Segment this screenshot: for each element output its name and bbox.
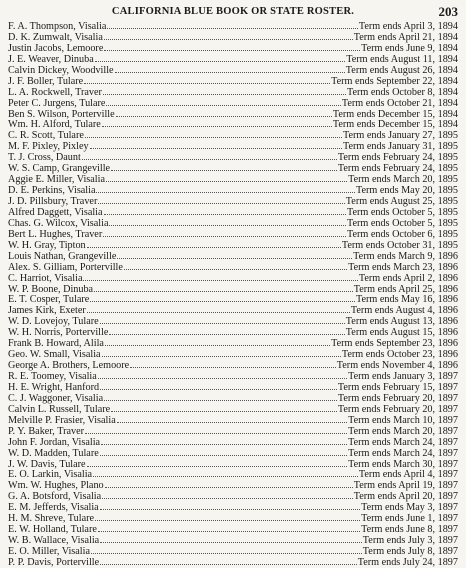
entry-name: J. E. Weaver, Dinuba — [8, 53, 94, 65]
entry-name: W. S. Camp, Grangeville — [8, 163, 111, 175]
dot-leader — [130, 360, 336, 368]
dot-leader — [105, 480, 353, 488]
dot-leader — [85, 130, 342, 138]
entry-term: Term ends April 25, 1896 — [353, 283, 458, 295]
entry-name: H. E. Wright, Hanford — [8, 381, 100, 393]
roster-entry — [8, 327, 458, 338]
roster-entry — [8, 360, 458, 371]
roster-entry — [8, 338, 458, 349]
roster-entry — [8, 229, 458, 240]
entry-name: W. D. Lovejoy, Tulare — [8, 316, 99, 328]
roster-entry — [8, 130, 458, 141]
entry-term: Term ends March 10, 1897 — [348, 414, 458, 426]
entry-name: J. W. Davis, Tulare — [8, 458, 86, 470]
entry-term: Term ends May 16, 1896 — [356, 294, 458, 306]
entry-term: Term ends March 9, 1896 — [353, 250, 458, 262]
dot-leader — [105, 338, 330, 346]
entry-name: Justin Jacobs, Lemoore — [8, 42, 104, 54]
dot-leader — [87, 240, 341, 248]
entry-name: H. M. Shreve, Tulare — [8, 513, 95, 525]
entry-name: Wm. W. Hughes, Plano — [8, 480, 104, 492]
entry-term: Term ends October 5, 1895 — [346, 206, 458, 218]
entry-name: Louis Nathan, Grangeville — [8, 250, 117, 262]
running-title: CALIFORNIA BLUE BOOK OR STATE ROSTER. — [111, 6, 355, 17]
dot-leader — [83, 273, 357, 281]
roster-entry — [8, 43, 458, 54]
entry-name: W. P. Boone, Dinuba — [8, 283, 94, 295]
dot-leader — [106, 174, 347, 182]
entry-name: E. O. Larkin, Visalia — [8, 469, 93, 481]
roster-entry — [8, 98, 458, 109]
dot-leader — [117, 415, 347, 423]
dot-leader — [100, 557, 357, 565]
roster-entry — [8, 87, 458, 98]
entry-name: D. K. Zumwalt, Visalia — [8, 31, 103, 43]
roster-entry — [8, 349, 458, 360]
dot-leader — [87, 305, 350, 313]
entry-term: Term ends August 25, 1895 — [345, 196, 458, 207]
dot-leader — [102, 349, 341, 357]
entry-term: Term ends October 31, 1895 — [341, 239, 458, 251]
dot-leader — [104, 393, 337, 401]
roster-entry — [8, 557, 458, 568]
entry-name: J. F. Boller, Tulare — [8, 75, 84, 87]
entry-term: Term ends April 4, 1897 — [358, 469, 458, 481]
roster-entry — [8, 382, 458, 393]
dot-leader — [115, 65, 345, 73]
entry-term: Term ends December 15, 1894 — [332, 108, 458, 120]
entry-name: C. J. Waggoner, Visalia — [8, 392, 104, 404]
roster-entry — [8, 371, 458, 382]
entry-name: E. T. Cosper, Tulare — [8, 294, 90, 306]
entry-name: C. R. Scott, Tulare — [8, 130, 84, 142]
entry-name: E. O. Miller, Visalia — [8, 546, 90, 557]
dot-leader — [94, 284, 353, 292]
entry-name: W. H. Norris, Porterville — [8, 327, 109, 339]
dot-leader — [98, 371, 347, 379]
entry-term: Term ends June 9, 1894 — [361, 42, 458, 54]
entry-term: Term ends September 22, 1894 — [331, 75, 458, 87]
dot-leader — [111, 163, 337, 171]
roster-entry — [8, 393, 458, 404]
entry-name: Bert L. Hughes, Traver — [8, 228, 103, 240]
roster-entry — [8, 32, 458, 43]
entry-name: G. A. Botsford, Visalia — [8, 491, 102, 503]
entry-term: Term ends August 15, 1896 — [345, 327, 458, 339]
dot-leader — [111, 404, 337, 412]
entry-term: Term ends March 24, 1897 — [348, 447, 458, 459]
roster-entry — [8, 207, 458, 218]
entry-name: Ben S. Wilson, Porterville — [8, 108, 115, 120]
roster-entry — [8, 251, 458, 262]
entry-term: Term ends September 23, 1896 — [331, 338, 458, 350]
dot-leader — [95, 54, 345, 62]
entry-term: Term ends November 4, 1896 — [336, 360, 458, 371]
entry-term: Term ends October 21, 1894 — [341, 97, 458, 109]
entry-term: Term ends January 27, 1895 — [342, 130, 458, 142]
entry-name: W. D. Madden, Tulare — [8, 447, 99, 459]
dot-leader — [104, 32, 353, 40]
roster-entry — [8, 273, 458, 284]
roster-entry — [8, 109, 458, 120]
dot-leader — [103, 87, 346, 95]
entry-name: Peter C. Jurgens, Tulare — [8, 97, 106, 109]
roster-entry — [8, 294, 458, 305]
dot-leader — [84, 76, 330, 84]
entry-term: Term ends March 23, 1896 — [348, 261, 458, 273]
dot-leader — [87, 459, 348, 467]
entry-name: R. E. Toomey, Visalia — [8, 371, 97, 382]
entry-term: Term ends April 21, 1894 — [353, 31, 458, 43]
dot-leader — [85, 426, 347, 434]
entry-term: Term ends March 20, 1895 — [348, 174, 458, 186]
entry-term: Term ends March 30, 1897 — [348, 458, 458, 470]
dot-leader — [100, 502, 360, 510]
entry-name: Frank B. Howard, Alila — [8, 338, 104, 350]
roster-entry — [8, 218, 458, 229]
entry-name: W. B. Wallace, Visalia — [8, 535, 100, 546]
dot-leader — [124, 262, 347, 270]
page-number: 203 — [438, 4, 458, 19]
entry-term: Term ends February 20, 1897 — [337, 392, 458, 404]
entry-term: Term ends May 3, 1897 — [361, 502, 458, 514]
entry-term: Term ends August 26, 1894 — [345, 64, 458, 76]
entry-term: Term ends April 3, 1894 — [358, 21, 458, 32]
entry-name: Alex. S. Gilliam, Porterville — [8, 261, 123, 273]
entry-term: Term ends July 3, 1897 — [362, 535, 458, 546]
roster-entry — [8, 163, 458, 174]
entry-name: W. H. Gray, Tipton — [8, 239, 86, 251]
entry-name: D. E. Perkins, Visalia — [8, 185, 96, 196]
entry-term: Term ends April 19, 1897 — [353, 480, 458, 492]
entry-term: Term ends April 20, 1897 — [353, 491, 458, 503]
roster-entry — [8, 448, 458, 459]
dot-leader — [90, 294, 355, 302]
roster-entry — [8, 240, 458, 251]
entry-name: P. P. Davis, Porterville — [8, 556, 100, 568]
entry-term: Term ends June 1, 1897 — [361, 513, 458, 525]
entry-term: Term ends October 8, 1894 — [346, 86, 458, 98]
entry-term: Term ends February 24, 1895 — [337, 152, 458, 164]
entry-term: Term ends January 3, 1897 — [348, 371, 458, 382]
dot-leader — [117, 251, 352, 259]
entry-term: Term ends February 20, 1897 — [337, 403, 458, 415]
dot-leader — [109, 327, 344, 335]
dot-leader — [107, 21, 357, 29]
roster-entry — [8, 284, 458, 295]
entry-name: L. A. Rockwell, Traver — [8, 86, 102, 98]
roster-entry — [8, 404, 458, 415]
roster-entry — [8, 491, 458, 502]
entry-name: Geo. W. Small, Visalia — [8, 349, 101, 361]
dot-leader — [100, 535, 362, 543]
roster-entry — [8, 469, 458, 480]
entry-name: Aggie E. Miller, Visalia — [8, 174, 105, 186]
roster-entry — [8, 262, 458, 273]
roster-entry — [8, 316, 458, 327]
entry-name: P. Y. Baker, Traver — [8, 425, 84, 437]
dot-leader — [82, 152, 337, 160]
dot-leader — [95, 513, 360, 521]
dot-leader — [98, 196, 344, 204]
roster-entry — [8, 480, 458, 491]
entry-term: Term ends August 13, 1896 — [345, 316, 458, 328]
dot-leader — [104, 43, 360, 51]
entry-name: Wm. H. Alford, Tulare — [8, 119, 101, 131]
entry-term: Term ends December 15, 1894 — [332, 119, 458, 131]
entry-term: Term ends May 20, 1895 — [356, 185, 458, 196]
entry-term: Term ends March 20, 1897 — [348, 425, 458, 437]
roster-entry — [8, 65, 458, 76]
dot-leader — [109, 218, 345, 226]
entry-name: Alfred Daggett, Visalia — [8, 206, 103, 218]
entry-name: E. M. Jefferds, Visalia — [8, 502, 99, 514]
entry-name: John F. Jordan, Visalia — [8, 436, 101, 448]
roster-entry — [8, 459, 458, 470]
entry-term: Term ends October 23, 1896 — [341, 349, 458, 361]
entry-name: J. D. Pillsbury, Traver — [8, 196, 98, 207]
entry-name: Calvin Dickey, Woodville — [8, 64, 114, 76]
dot-leader — [98, 524, 360, 532]
dot-leader — [116, 109, 332, 117]
roster-entry — [8, 54, 458, 65]
roster-entry — [8, 513, 458, 524]
roster-entry — [8, 426, 458, 437]
dot-leader — [101, 437, 347, 445]
roster-entry — [8, 502, 458, 513]
entry-term: Term ends March 24, 1897 — [348, 436, 458, 448]
entry-term: Term ends August 4, 1896 — [350, 305, 458, 317]
entry-term: Term ends July 8, 1897 — [362, 546, 458, 557]
entry-name: Melville P. Frasier, Visalia — [8, 414, 116, 426]
roster-entry — [8, 174, 458, 185]
entry-name: George A. Brothers, Lemoore — [8, 360, 130, 371]
entry-term: Term ends October 5, 1895 — [346, 217, 458, 229]
entry-term: Term ends August 11, 1894 — [346, 53, 458, 65]
entry-name: Chas. G. Wilcox, Visalia — [8, 217, 109, 229]
dot-leader — [103, 229, 346, 237]
roster-entry — [8, 437, 458, 448]
entry-term: Term ends October 6, 1895 — [346, 228, 458, 240]
entry-term: Term ends April 2, 1896 — [358, 272, 458, 284]
roster-entry — [8, 76, 458, 87]
entry-name: F. A. Thompson, Visalia — [8, 21, 107, 32]
entry-term: Term ends February 24, 1895 — [337, 163, 458, 175]
roster-entry — [8, 305, 458, 316]
roster-entry — [8, 152, 458, 163]
dot-leader — [100, 448, 347, 456]
roster-list — [8, 21, 458, 568]
dot-leader — [102, 119, 332, 127]
entry-term: Term ends February 15, 1897 — [337, 381, 458, 393]
entry-name: E. W. Holland, Tulare — [8, 524, 97, 536]
dot-leader — [104, 207, 346, 215]
dot-leader — [102, 491, 353, 499]
entry-name: James Kirk, Exeter — [8, 305, 86, 317]
roster-entry — [8, 535, 458, 546]
roster-entry — [8, 415, 458, 426]
roster-entry — [8, 196, 458, 207]
dot-leader — [100, 382, 337, 390]
page-header — [8, 4, 458, 20]
dot-leader — [93, 469, 358, 477]
entry-name: T. J. Cross, Daunt — [8, 152, 81, 164]
entry-term: Term ends June 8, 1897 — [361, 524, 458, 536]
roster-entry — [8, 185, 458, 196]
entry-name: Calvin L. Russell, Tulare — [8, 403, 111, 415]
roster-entry — [8, 21, 458, 32]
entry-name: M. F. Pixley, Pixley — [8, 141, 89, 153]
dot-leader — [100, 316, 345, 324]
roster-entry — [8, 546, 458, 557]
roster-entry — [8, 119, 458, 130]
dot-leader — [90, 141, 342, 149]
entry-name: C. Harriot, Visalia — [8, 272, 83, 284]
entry-term: Term ends July 24, 1897 — [357, 556, 458, 568]
roster-entry — [8, 141, 458, 152]
dot-leader — [96, 185, 355, 193]
entry-term: Term ends January 31, 1895 — [342, 141, 458, 153]
dot-leader — [106, 98, 340, 106]
dot-leader — [91, 546, 362, 554]
